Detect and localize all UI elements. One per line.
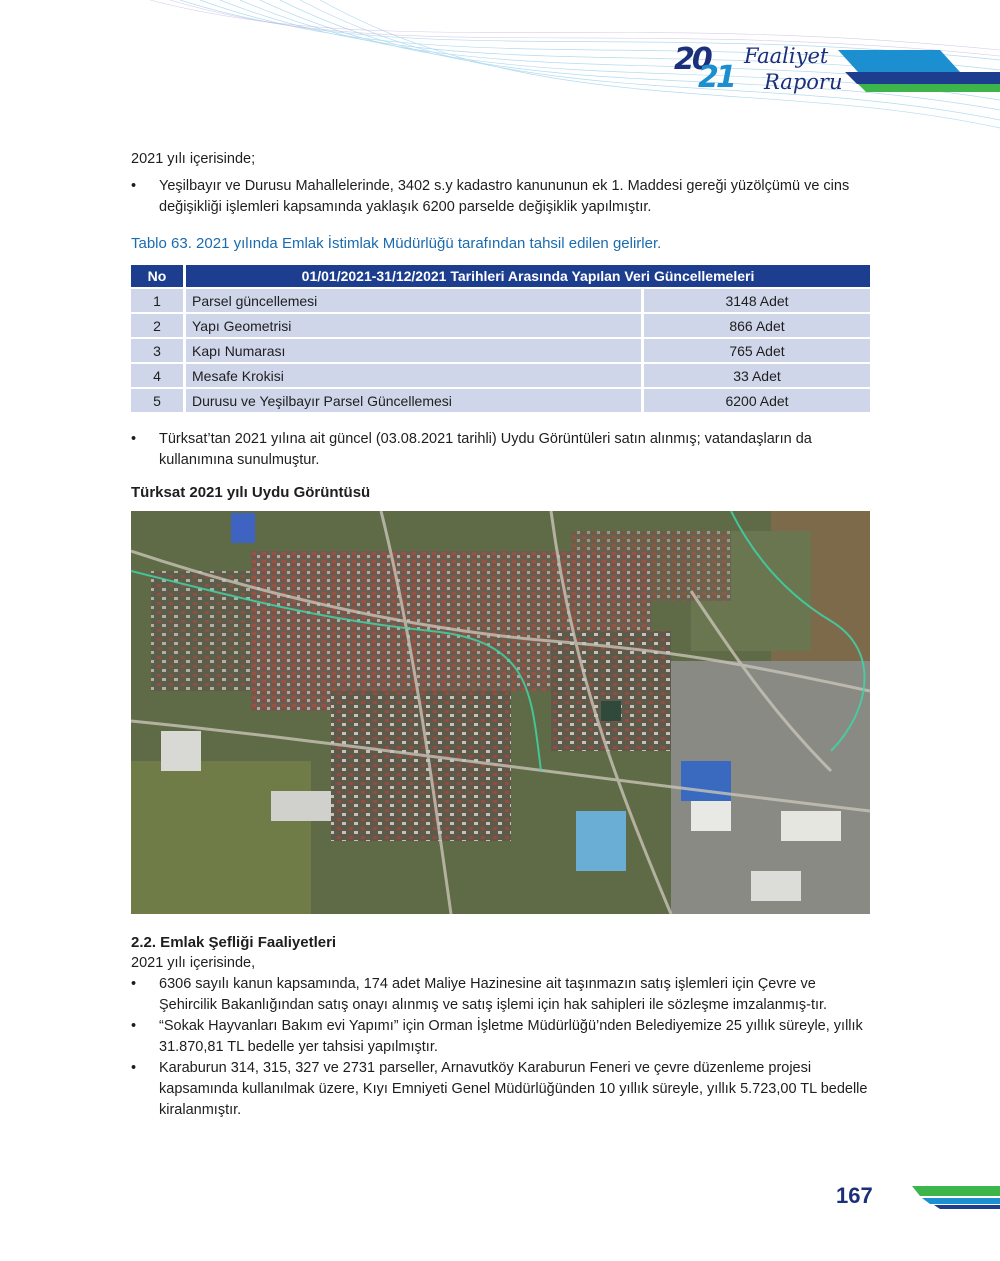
row-value: 6200 Adet	[644, 389, 870, 412]
logo-title-line1: Faaliyet	[744, 44, 829, 68]
logo-year-top: 20	[674, 42, 710, 77]
section-block	[131, 932, 869, 1121]
table-caption: Tablo 63. 2021 yılında Emlak İstimlak Müdürlüğü tarafından tahsil edilen gelirler.	[131, 235, 662, 252]
row-description: Parsel güncellemesi	[186, 289, 644, 312]
intro-block	[131, 149, 869, 218]
footer-stripe-decoration	[900, 1186, 1000, 1210]
row-no: 2	[131, 314, 186, 337]
section-bullet: • Karaburun 314, 315, 327 ve 2731 parseller, Arnavutköy Karaburun Feneri ve çevre düzenleme projesi kapsamında kullanılmak üzere, Kıyı Emniyeti Genel Müdürlüğünden 10 yıllık süreyle, yıllık 5.723,00 TL bedelle kiralanmıştır.	[131, 1058, 869, 1121]
section-title: 2.2. Emlak Şefliği Faaliyetleri	[131, 934, 337, 951]
row-value: 765 Adet	[644, 339, 870, 362]
logo-title-line2: Raporu	[764, 70, 843, 94]
row-value: 3148 Adet	[644, 289, 870, 312]
report-logo	[672, 42, 852, 102]
header-description: 01/01/2021-31/12/2021 Tarihleri Arasında Yapılan Veri Güncellemeleri	[186, 265, 870, 287]
table-row	[131, 339, 870, 362]
satellite-image-title: Türksat 2021 yılı Uydu Görüntüsü	[131, 484, 371, 501]
row-no: 3	[131, 339, 186, 362]
row-description: Kapı Numarası	[186, 339, 644, 362]
section-bullet: • “Sokak Hayvanları Bakım evi Yapımı” için Orman İşletme Müdürlüğü’nden Belediyemize 25 yıllık süreyle, yıllık 31.870,81 TL bedelle yer tahsisi yapılmıştır.	[131, 1016, 869, 1058]
table-row	[131, 389, 870, 412]
header-no: No	[131, 265, 186, 287]
logo-year-bottom: 21	[698, 60, 734, 95]
page-number: 167	[836, 1183, 873, 1208]
table-header-row	[131, 265, 870, 287]
row-no: 4	[131, 364, 186, 387]
row-description: Yapı Geometrisi	[186, 314, 644, 337]
row-description: Durusu ve Yeşilbayır Parsel Güncellemesi	[186, 389, 644, 412]
turksat-block	[131, 429, 869, 471]
row-description: Mesafe Krokisi	[186, 364, 644, 387]
table-row	[131, 314, 870, 337]
row-no: 5	[131, 389, 186, 412]
row-value: 33 Adet	[644, 364, 870, 387]
table-row	[131, 364, 870, 387]
section-bullet: • 6306 sayılı kanun kapsamında, 174 adet Maliye Hazinesine ait taşınmazın satış işlemleri için Çevre ve Şehircilik Bakanlığından satış onayı alınmış ve satış işlemi için hak sahipleri ile sözleşme imzalanmış-tır.	[131, 974, 869, 1016]
data-updates-table	[131, 263, 870, 414]
satellite-image	[131, 511, 870, 914]
intro-bullet: • Yeşilbayır ve Durusu Mahallelerinde, 3402 s.y kadastro kanununun ek 1. Maddesi gereği yüzölçümü ve cins değişikliği işlemleri kapsamında yaklaşık 6200 parselde değişiklik yapılmıştır.	[131, 176, 869, 218]
row-no: 1	[131, 289, 186, 312]
table-row	[131, 289, 870, 312]
section-lead: 2021 yılı içerisinde,	[131, 955, 256, 971]
row-value: 866 Adet	[644, 314, 870, 337]
intro-lead: 2021 yılı içerisinde;	[131, 151, 256, 167]
turksat-bullet: • Türksat’tan 2021 yılına ait güncel (03.08.2021 tarihli) Uydu Görüntüleri satın alınmış; vatandaşların da kullanımına sunulmuştur.	[131, 429, 869, 471]
